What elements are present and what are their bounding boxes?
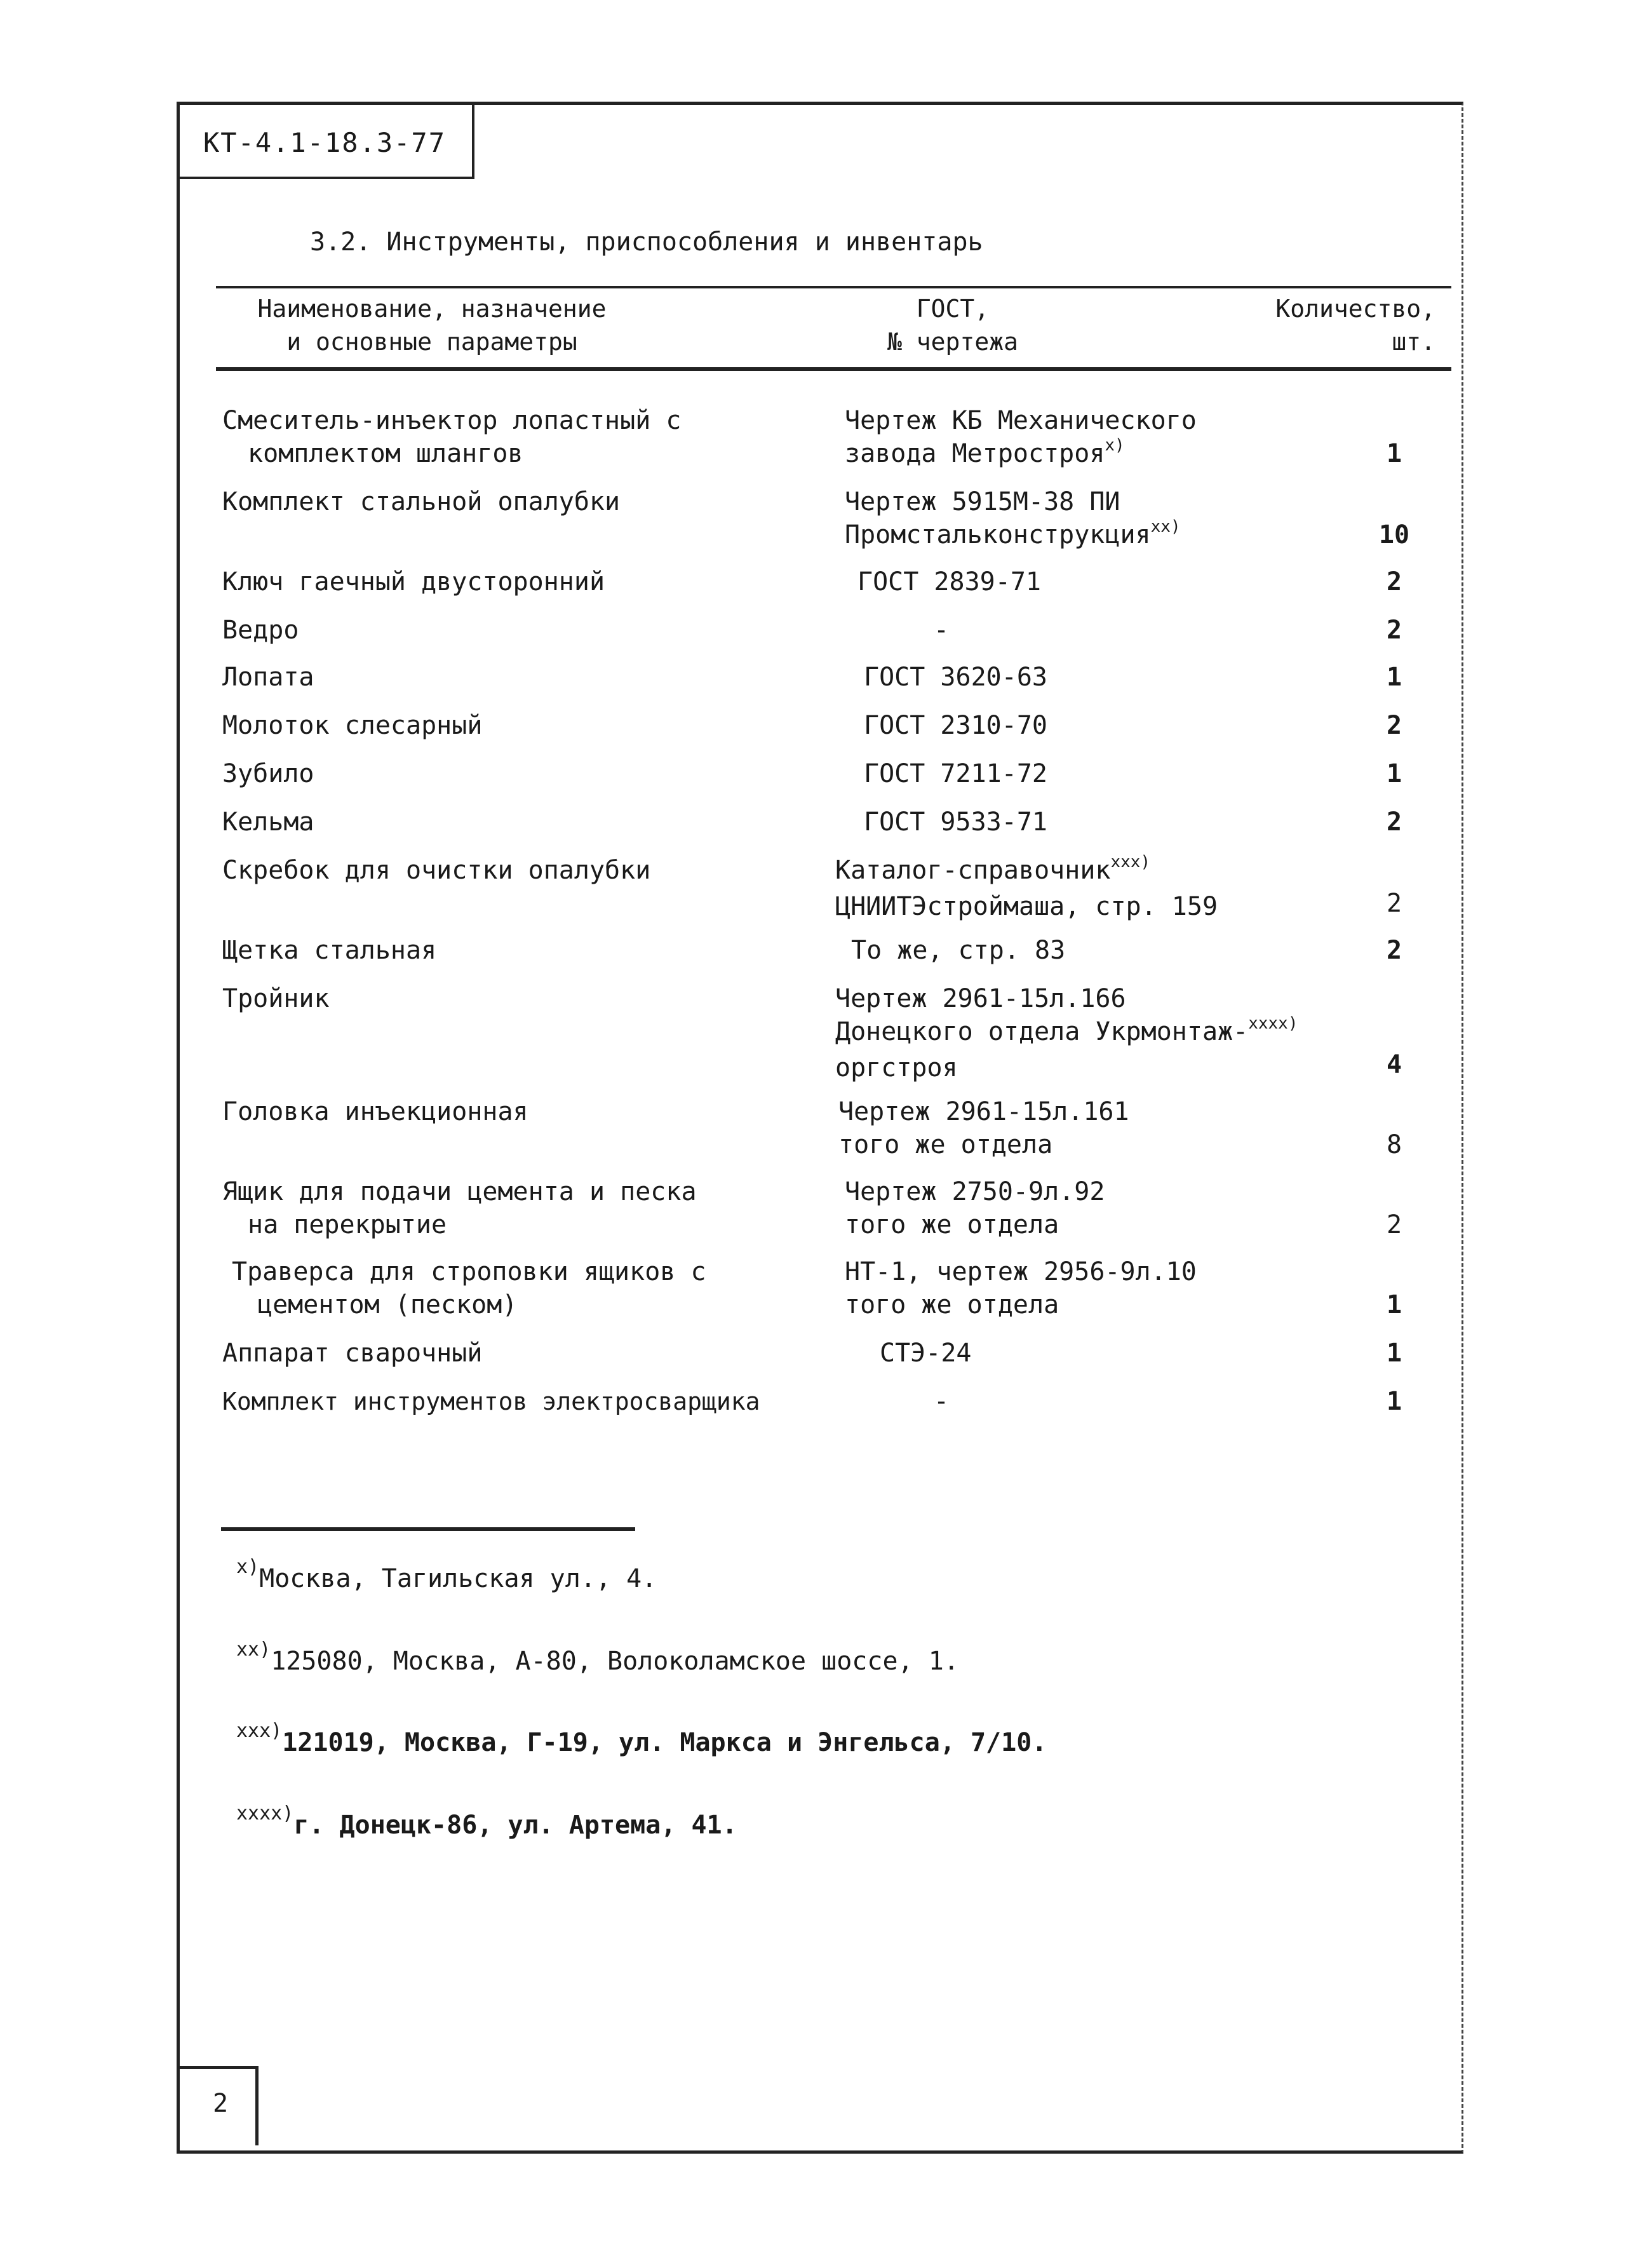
- row-gost-line: Чертеж 2961-15л.166: [835, 984, 1126, 1013]
- footnote-mark: хх): [236, 1638, 271, 1661]
- footnote-mark: ххх): [236, 1720, 283, 1742]
- row-name: Лопата: [222, 663, 314, 692]
- row-name: Ведро: [222, 616, 299, 645]
- row-name: Щетка стальная: [222, 936, 437, 965]
- row-name: Зубило: [222, 759, 314, 788]
- row-name-line: комплектом шлангов: [248, 439, 523, 468]
- row-gost: ГОСТ 3620-63: [864, 663, 1047, 692]
- row-name: [232, 1255, 842, 1321]
- row-name-line: Смеситель-инъектор лопастный с: [222, 406, 682, 435]
- row-qty: 4: [1386, 1050, 1402, 1079]
- row-name-line: Комплект стальной опалубки: [222, 487, 621, 516]
- document-code: КТ-4.1-18.3-77: [203, 127, 447, 158]
- row-name: Молоток слесарный: [222, 711, 483, 740]
- row-qty: 2: [1386, 567, 1402, 597]
- footnote-mark: х): [1105, 436, 1125, 455]
- row-gost-line: Чертеж 5915М-38 ПИ: [845, 487, 1120, 516]
- footnote-text: г. Донецк-86, ул. Артема, 41.: [293, 1811, 737, 1840]
- row-name: Тройник: [222, 984, 330, 1013]
- header-name-line: Наименование, назначение: [257, 295, 607, 323]
- section-title: 3.2. Инструменты, приспособления и инвентарь: [310, 227, 983, 257]
- header-name-line: и основные параметры: [286, 328, 577, 356]
- row-qty: 10: [1378, 520, 1410, 550]
- row-name: Ключ гаечный двусторонний: [222, 567, 605, 597]
- row-name: Скребок для очистки опалубки: [222, 856, 651, 885]
- row-gost-line: НТ-1, чертеж 2956-9л.10: [845, 1257, 1197, 1286]
- header-qty-line: Количество,: [1275, 295, 1435, 323]
- row-name: Кельма: [222, 807, 314, 837]
- footnote-mark: хххх): [1248, 1014, 1298, 1033]
- header-qty: [1245, 292, 1435, 358]
- row-gost-line: Чертеж 2961-15л.161: [838, 1097, 1129, 1126]
- footnote-text: 121019, Москва, Г-19, ул. Маркса и Энгельса, 7/10.: [282, 1728, 1047, 1757]
- row-name-line: Ящик для подачи цемента и песка: [222, 1177, 697, 1206]
- row-qty: 1: [1386, 1290, 1402, 1320]
- row-gost-line: Чертеж КБ Механического: [845, 406, 1197, 435]
- row-qty: 1: [1386, 1339, 1402, 1368]
- footnote-mark: х): [236, 1556, 260, 1578]
- footnote: [236, 1802, 737, 1840]
- footnote: [236, 1720, 1047, 1757]
- row-qty: 8: [1386, 1130, 1402, 1159]
- footnote-mark: хх): [1150, 517, 1181, 536]
- row-qty: 2: [1386, 889, 1402, 918]
- footnote: [236, 1638, 959, 1676]
- footnote-mark: хххх): [236, 1802, 294, 1825]
- row-gost-line: Каталог-справочник: [835, 856, 1111, 885]
- row-gost-line: того же отдела: [845, 1210, 1059, 1239]
- row-gost: ГОСТ 9533-71: [864, 807, 1047, 837]
- row-gost-line: Промстальконструкция: [845, 520, 1151, 550]
- row-qty: 2: [1386, 807, 1402, 837]
- header-gost-line: ГОСТ,: [916, 295, 990, 323]
- header-gost-line: № чертежа: [887, 328, 1018, 356]
- table-top-rule: [216, 286, 1451, 288]
- row-qty: 1: [1386, 1387, 1402, 1416]
- row-gost-line: того же отдела: [845, 1290, 1059, 1320]
- table-header-rule: [216, 367, 1451, 371]
- row-name-line: на перекрытие: [248, 1210, 447, 1239]
- row-name: [222, 1175, 832, 1241]
- row-name: Аппарат сварочный: [222, 1339, 483, 1368]
- footnote-mark: ххх): [1110, 853, 1151, 872]
- header-name: [241, 292, 622, 358]
- row-gost-line: Чертеж 2750-9л.92: [845, 1177, 1105, 1206]
- row-gost: -: [934, 616, 950, 645]
- row-gost-line: завода Метростроя: [845, 439, 1105, 468]
- row-qty: 1: [1386, 663, 1402, 692]
- row-gost-line: того же отдела: [838, 1130, 1053, 1159]
- row-name: [222, 404, 832, 470]
- row-name-line: цементом (песком): [257, 1290, 518, 1320]
- row-gost-line: оргстроя: [835, 1053, 958, 1083]
- row-gost: -: [934, 1387, 950, 1416]
- row-gost: То же, стр. 83: [851, 936, 1066, 965]
- row-qty: 2: [1386, 711, 1402, 740]
- row-qty: 2: [1386, 1210, 1402, 1239]
- footnote-text: Москва, Тагильская ул., 4.: [259, 1564, 657, 1593]
- row-qty: 2: [1386, 936, 1402, 965]
- row-name: [222, 485, 832, 518]
- row-gost: СТЭ-24: [880, 1339, 972, 1368]
- row-gost-line: ЦНИИТЭстроймаша, стр. 159: [835, 892, 1218, 921]
- row-gost: ГОСТ 2839-71: [857, 567, 1041, 597]
- row-gost: ГОСТ 2310-70: [864, 711, 1047, 740]
- header-gost: [819, 292, 1086, 358]
- row-qty: 1: [1386, 439, 1402, 468]
- footnote-text: 125080, Москва, А-80, Волоколамское шоссе, 1.: [271, 1647, 959, 1676]
- row-gost: ГОСТ 7211-72: [864, 759, 1047, 788]
- row-name: Головка инъекционная: [222, 1097, 528, 1126]
- page-number: 2: [213, 2089, 229, 2118]
- row-name-line: Траверса для строповки ящиков с: [232, 1257, 706, 1286]
- row-name: Комплект инструментов электросварщика: [222, 1387, 760, 1415]
- header-qty-line: шт.: [1392, 328, 1435, 356]
- footnote-separator: [221, 1527, 635, 1531]
- row-qty: 2: [1386, 616, 1402, 645]
- row-qty: 1: [1386, 759, 1402, 788]
- row-gost-line: Донецкого отдела Укрмонтаж-: [835, 1017, 1249, 1046]
- footnote: [236, 1556, 657, 1593]
